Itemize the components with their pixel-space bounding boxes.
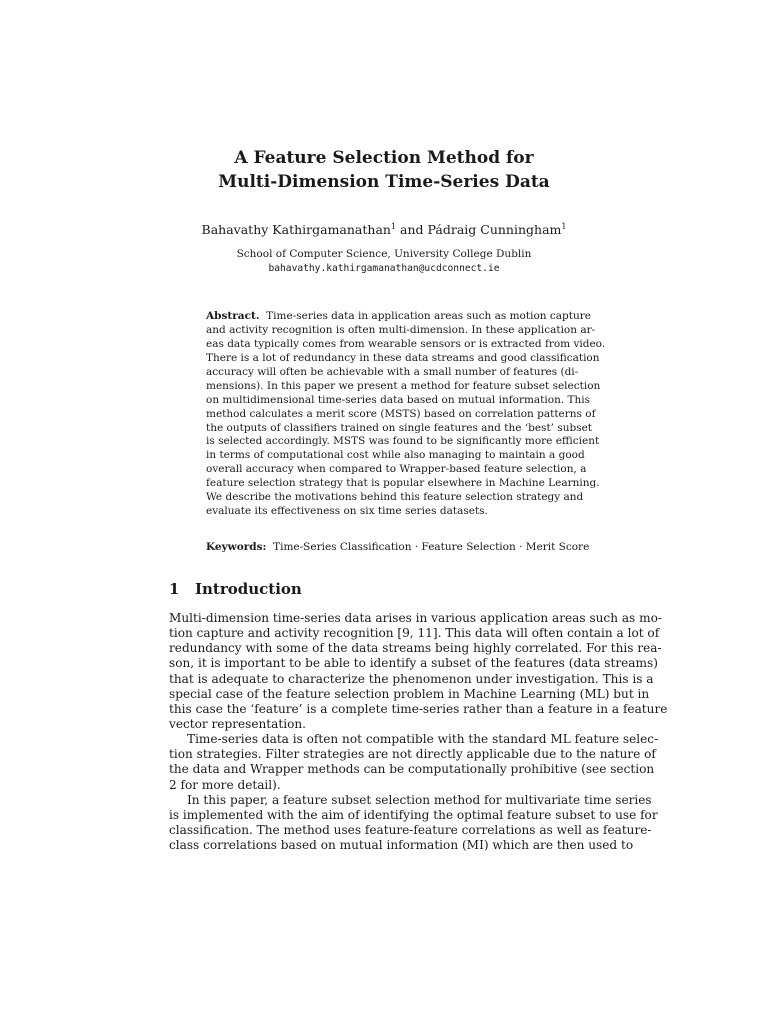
- body-line: the data and Wrapper methods can be computationally prohibitive (see section: [169, 762, 655, 777]
- body-line: classification. The method uses feature-feature correlations as well as feature-: [169, 822, 652, 837]
- authors: [0, 219, 768, 238]
- abstract-line: Abstract. Time-series data in application areas such as motion capture: [206, 310, 591, 322]
- title-line-1: A Feature Selection Method for: [234, 148, 534, 168]
- abstract-line: and activity recognition is often multi-dimension. In these application ar-: [206, 323, 596, 336]
- body-line: tion strategies. Filter strategies are not directly applicable due to the nature of: [169, 747, 656, 762]
- abstract-line: There is a lot of redundancy in these data streams and good classification: [206, 351, 600, 364]
- abstract-line: feature selection strategy that is popular elsewhere in Machine Learning.: [206, 477, 600, 490]
- abstract-line: evaluate its effectiveness on six time series datasets.: [206, 505, 488, 518]
- author-2: Pádraig Cunningham: [427, 222, 562, 237]
- keywords-text: Time-Series Classification · Feature Selection · Merit Score: [273, 541, 590, 553]
- section-title: Introduction: [195, 580, 302, 598]
- body-line: vector representation.: [169, 716, 307, 731]
- abstract-line: accuracy will often be achievable with a small number of features (di-: [206, 365, 579, 378]
- abstract-line: in terms of computational cost while also managing to maintain a good: [206, 449, 585, 462]
- body-line: Time-series data is often not compatible with the standard ML feature selec-: [187, 732, 659, 747]
- body-line: tion capture and activity recognition [9, 11]. This data will often contain a lot of: [169, 626, 660, 641]
- author-1-affil-mark: 1: [390, 222, 397, 231]
- abstract-line: method calculates a merit score (MSTS) based on correlation patterns of: [206, 407, 596, 420]
- abstract-line: We describe the motivations behind this feature selection strategy and: [206, 491, 584, 504]
- body-line: special case of the feature selection problem in Machine Learning (ML) but in: [169, 686, 650, 701]
- abstract-label: Abstract.: [206, 310, 260, 322]
- section-number: 1: [169, 580, 180, 598]
- authors-and: and: [400, 222, 424, 237]
- body-line: is implemented with the aim of identifying the optimal feature subset to use for: [169, 807, 658, 822]
- keywords: [206, 540, 590, 554]
- body-line: In this paper, a feature subset selection method for multivariate time series: [187, 792, 652, 807]
- abstract-line: overall accuracy when compared to Wrapper-based feature selection, a: [206, 463, 587, 476]
- body-line: this case the ‘feature’ is a complete time-series rather than a feature in a feature: [169, 701, 668, 716]
- body-line: son, it is important to be able to identify a subset of the features (data streams): [169, 656, 658, 671]
- body-line: that is adequate to characterize the phenomenon under investigation. This is a: [169, 671, 654, 686]
- abstract-line: eas data typically comes from wearable sensors or is extracted from video.: [206, 337, 606, 350]
- author-email: bahavathy.kathirgamanathan@ucdconnect.ie: [268, 263, 500, 274]
- section-heading: [169, 579, 302, 599]
- abstract-line: is selected accordingly. MSTS was found to be significantly more efficient: [206, 435, 600, 448]
- abstract-line: on multidimensional time-series data based on mutual information. This: [206, 393, 591, 406]
- body-line: Multi-dimension time-series data arises in various application areas such as mo-: [169, 611, 662, 625]
- author-1: Bahavathy Kathirgamanathan: [201, 222, 391, 237]
- paper-title: [0, 146, 768, 194]
- body-text: [169, 611, 668, 853]
- body-line: 2 for more detail).: [169, 777, 281, 792]
- affiliation: School of Computer Science, University College Dublin: [236, 248, 532, 260]
- keywords-label: Keywords:: [206, 541, 267, 553]
- title-line-2: Multi-Dimension Time-Series Data: [218, 172, 550, 192]
- abstract: [206, 310, 606, 519]
- body-line: redundancy with some of the data streams being highly correlated. For this rea-: [169, 641, 662, 656]
- body-line: class correlations based on mutual information (MI) which are then used to: [169, 838, 634, 853]
- author-2-affil-mark: 1: [561, 222, 567, 231]
- abstract-line: the outputs of classifiers trained on single features and the ‘best’ subset: [206, 421, 593, 434]
- abstract-line: mensions). In this paper we present a method for feature subset selection: [206, 379, 601, 392]
